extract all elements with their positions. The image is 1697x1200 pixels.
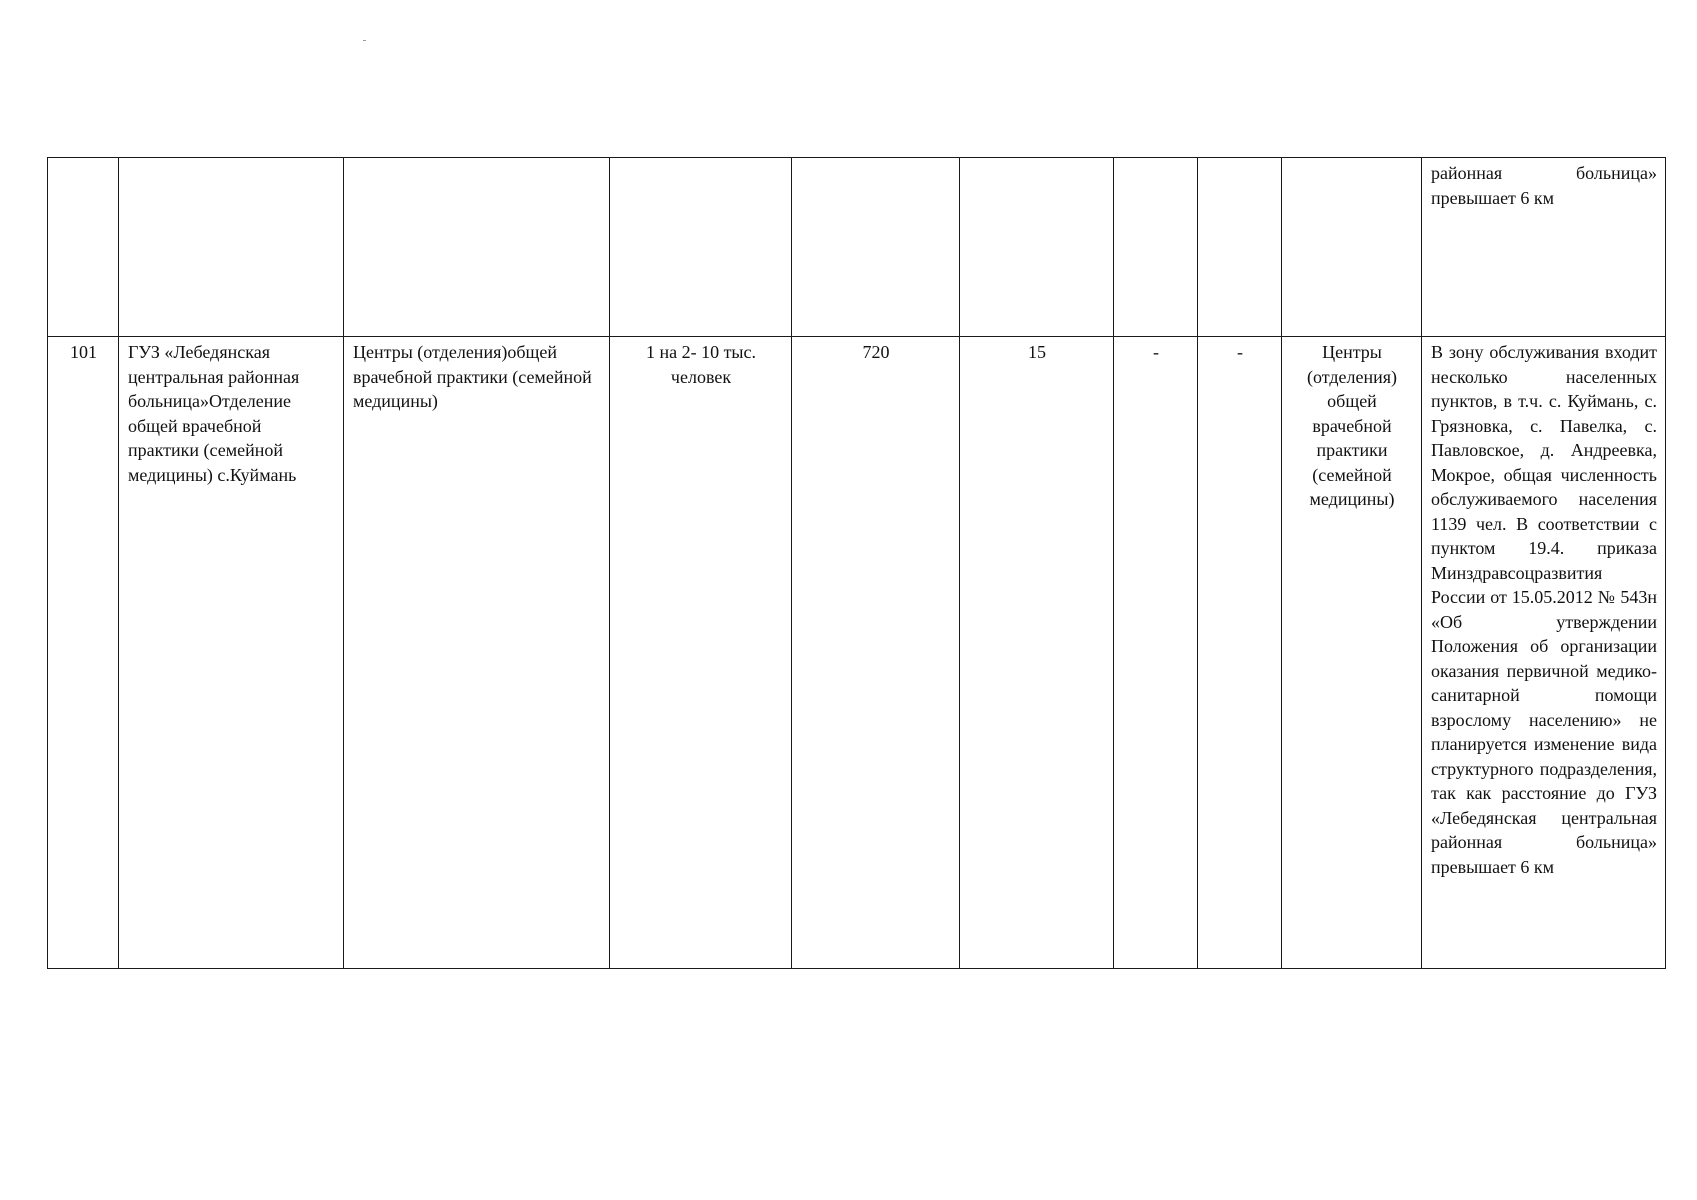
cell-value-2: 15: [960, 337, 1114, 969]
cell-value-2: [960, 158, 1114, 337]
table-row-continuation: [48, 158, 1666, 337]
cell-planned-type: [1282, 158, 1422, 337]
cell-institution: [119, 158, 344, 337]
cell-planned-type: Центры (отделения) общей врачебной практики (семейной медицины): [1282, 337, 1422, 969]
cell-remark: районная больница» превышает 6 км: [1422, 158, 1666, 337]
cell-remark: В зону обслуживания входит несколько населенных пунктов, в т.ч. с. Куймань, с. Грязновка, с. Павелка, с. Павловское, д. Андреевка, Мокрое, общая численность обслуживаемого населения 1139 чел. В соответствии с пунктом 19.4. приказа Минздравсоцразвития России от 15.05.2012 № 543н «Об утверждении Положения об организации оказания первичной медико-санитарной помощи взрослому населению» не планируется изменение вида структурного подразделения, так как расстояние до ГУЗ «Лебедянская центральная районная больница» превышает 6 км: [1422, 337, 1666, 969]
facilities-table: [47, 157, 1666, 969]
cell-number: [48, 158, 119, 337]
cell-value-4: -: [1198, 337, 1282, 969]
cell-value-3: [1114, 158, 1198, 337]
cell-value-1: 720: [792, 337, 960, 969]
cell-institution: ГУЗ «Лебедянская центральная районная больница»Отделение общей врачебной практики (семейной медицины) с.Куймань: [119, 337, 344, 969]
cell-value-3: -: [1114, 337, 1198, 969]
cell-norm: 1 на 2- 10 тыс. человек: [610, 337, 792, 969]
cell-number: 101: [48, 337, 119, 969]
cell-unit-type: Центры (отделения)общей врачебной практики (семейной медицины): [344, 337, 610, 969]
cell-unit-type: [344, 158, 610, 337]
cell-value-4: [1198, 158, 1282, 337]
cell-value-1: [792, 158, 960, 337]
table-row: [48, 337, 1666, 969]
scan-speck: [363, 40, 366, 41]
cell-norm: [610, 158, 792, 337]
